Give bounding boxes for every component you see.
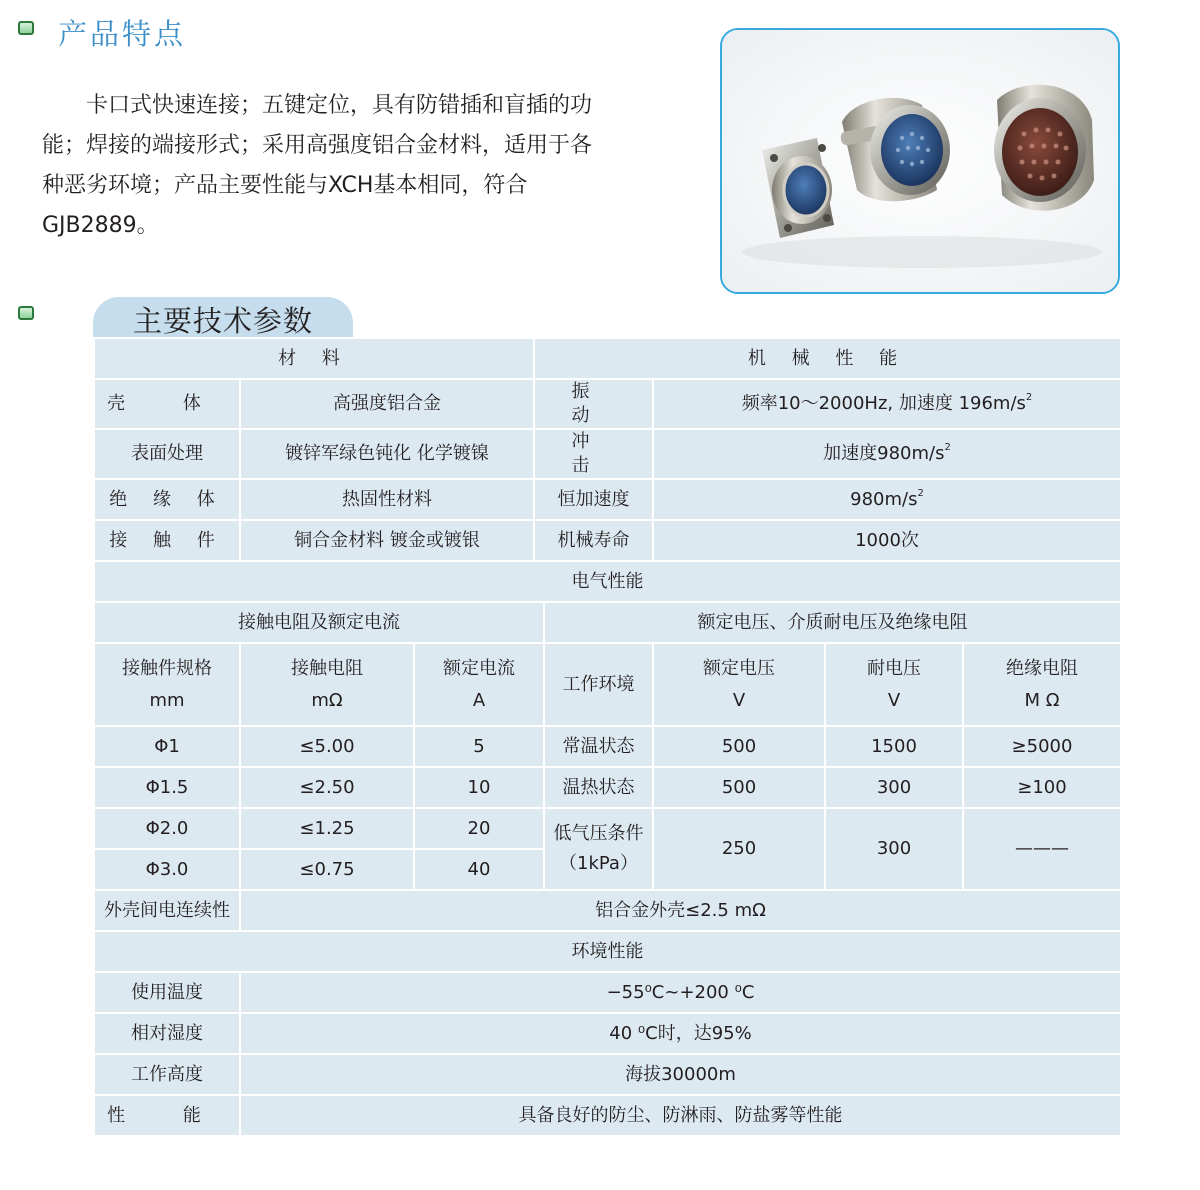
mechanical-value: $980m/s^2$ [653,479,1121,520]
mechanical-value: 频率10～2000Hz, 加速度 $196m/s^2$ [653,379,1121,429]
voltage-header: 额定电压、介质耐电压及绝缘电阻 [544,602,1121,643]
mechanical-header: 机 械 性 能 [534,338,1121,379]
mechanical-label: 机械寿命 [534,520,653,561]
specs-tab [93,297,353,337]
rated-voltage: 500 [653,726,825,767]
features-description [42,86,602,246]
rated-voltage: 250 [653,808,825,890]
connectors-image [722,30,1118,292]
mechanical-value: 加速度$980m/s^2$ [653,429,1121,479]
material-value: 高强度铝合金 [240,379,534,429]
material-header: 材 料 [94,338,534,379]
connector-right [994,85,1094,211]
shell-continuity-label: 外壳间电连续性 [94,890,240,931]
contact-size: Φ1.5 [94,767,240,808]
withstand-voltage: 300 [825,767,963,808]
features-body: 卡口式快速连接；五键定位，具有防错插和盲插的功能；焊接的端接形式；采用高强度铝合金材料，适用于各种恶劣环境；产品主要性能与XCH基本相同，符合GJB2889。 [42,93,593,238]
mechanical-label: 恒加速度 [534,479,653,520]
mechanical-label: 冲 击 [534,429,653,479]
material-value: 热固性材料 [240,479,534,520]
contact-header: 接触电阻及额定电流 [94,602,544,643]
environment-value: 40 ⁰C时，达95% [240,1013,1121,1054]
contact-size: Φ3.0 [94,849,240,890]
contact-resistance: ≤1.25 [240,808,414,849]
environment-label: 性 能 [94,1095,240,1136]
insulation-resistance: ≥100 [963,767,1121,808]
spec-table [93,337,1122,1137]
environment-label: 相对湿度 [94,1013,240,1054]
environment-value: 具备良好的防尘、防淋雨、防盐雾等性能 [240,1095,1121,1136]
contact-size: Φ2.0 [94,808,240,849]
contact-size: Φ1 [94,726,240,767]
insulation-resistance: ——— [963,808,1121,890]
mechanical-label: 振 动 [534,379,653,429]
env-condition: 温热状态 [544,767,653,808]
col-header-current: 额定电流 A [414,643,544,726]
material-value: 铜合金材料 镀金或镀银 [240,520,534,561]
col-header-insulation: 绝缘电阻 M Ω [963,643,1121,726]
section-bullet-icon [18,306,34,320]
section-bullet-icon [18,21,34,35]
material-label: 壳 体 [94,379,240,429]
contact-resistance: ≤0.75 [240,849,414,890]
col-header-withstand-voltage: 耐电压 V [825,643,963,726]
material-value: 镀锌军绿色钝化 化学镀镍 [240,429,534,479]
contact-current: 5 [414,726,544,767]
environment-label: 使用温度 [94,972,240,1013]
product-photo [720,28,1120,294]
mechanical-value: 1000次 [653,520,1121,561]
rated-voltage: 500 [653,767,825,808]
col-header-resistance: 接触电阻 mΩ [240,643,414,726]
env-condition: 低气压条件 （1kPa） [544,808,653,890]
material-label: 表面处理 [94,429,240,479]
features-title: 产品特点 [58,17,187,51]
col-header-rated-voltage: 额定电压 V [653,643,825,726]
environment-value: 海拔30000m [240,1054,1121,1095]
contact-current: 20 [414,808,544,849]
col-header-size: 接触件规格 mm [94,643,240,726]
material-label: 绝 缘 体 [94,479,240,520]
electrical-header: 电气性能 [94,561,1121,602]
contact-resistance: ≤2.50 [240,767,414,808]
shell-continuity-value: 铝合金外壳≤2.5 mΩ [240,890,1121,931]
withstand-voltage: 1500 [825,726,963,767]
col-header-environment: 工作环境 [544,643,653,726]
contact-current: 40 [414,849,544,890]
environment-header: 环境性能 [94,931,1121,972]
contact-current: 10 [414,767,544,808]
environment-label: 工作高度 [94,1054,240,1095]
specs-title: 主要技术参数 [133,304,314,338]
env-condition: 常温状态 [544,726,653,767]
insulation-resistance: ≥5000 [963,726,1121,767]
environment-value: −55⁰C~+200 ⁰C [240,972,1121,1013]
contact-resistance: ≤5.00 [240,726,414,767]
withstand-voltage: 300 [825,808,963,890]
material-label: 接 触 件 [94,520,240,561]
